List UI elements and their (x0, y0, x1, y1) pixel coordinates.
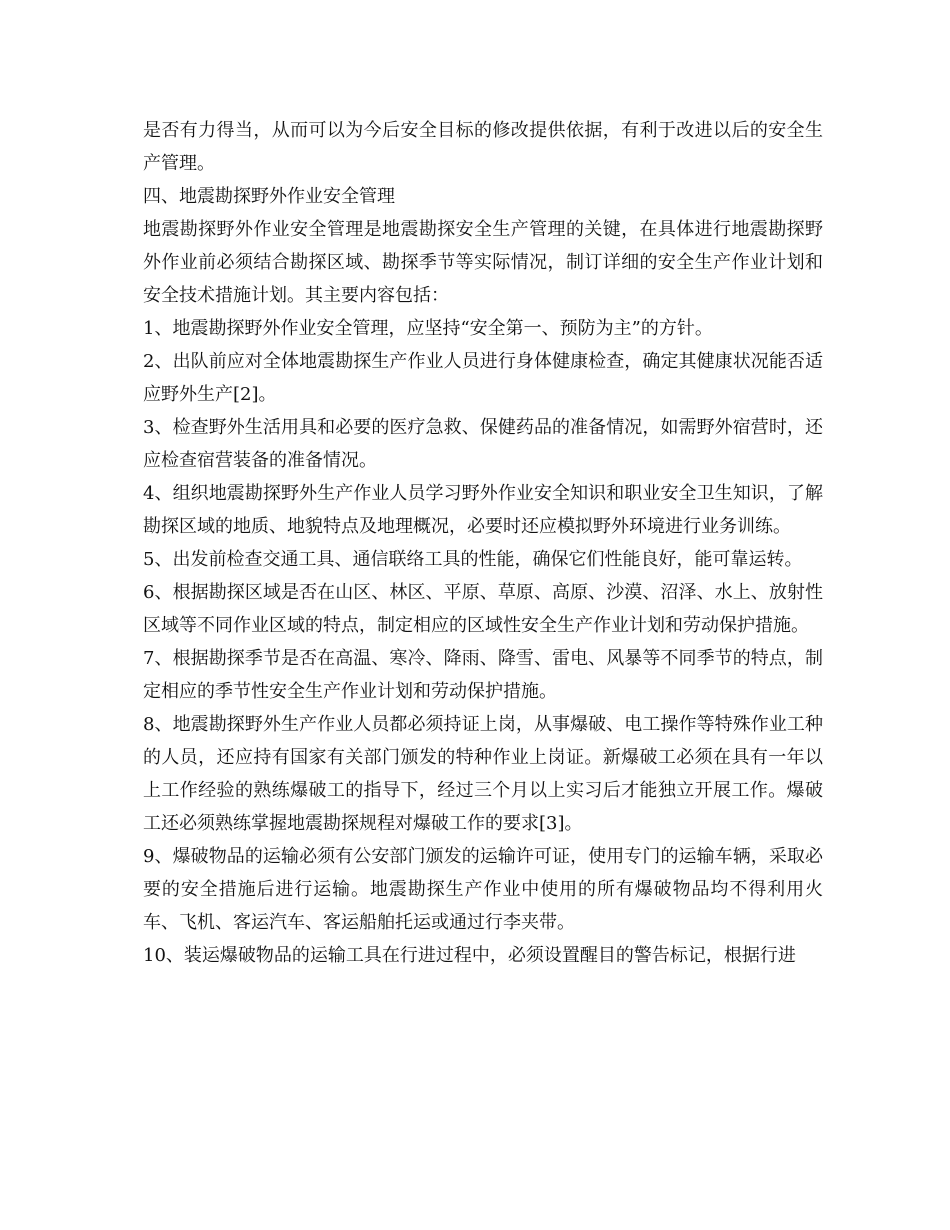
list-item-2: 2、出队前应对全体地震勘探生产作业人员进行身体健康检查，确定其健康状况能否适应野外生产[2]。 (143, 351, 823, 405)
list-item-6: 6、根据勘探区域是否在山区、林区、平原、草原、高原、沙漠、沼泽、水上、放射性区域等不同作业区域的特点，制定相应的区域性安全生产作业计划和劳动保护措施。 (143, 582, 823, 636)
list-item-10: 10、装运爆破物品的运输工具在行进过程中，必须设置醒目的警告标记，根据行进 (143, 945, 796, 966)
paragraph-intro: 地震勘探野外作业安全管理是地震勘探安全生产管理的关键，在具体进行地震勘探野外作业前必须结合勘探区域、勘探季节等实际情况，制订详细的安全生产作业计划和安全技术措施计划。其主要内容包括： (143, 219, 823, 306)
list-item-5: 5、出发前检查交通工具、通信联络工具的性能，确保它们性能良好，能可靠运转。 (143, 549, 803, 570)
list-item-1: 1、地震勘探野外作业安全管理，应坚持“安全第一、预防为主”的方针。 (143, 318, 713, 339)
list-item-8: 8、地震勘探野外生产作业人员都必须持证上岗，从事爆破、电工操作等特殊作业工种的人员，还应持有国家有关部门颁发的特种作业上岗证。新爆破工必须在具有一年以上工作经验的熟练爆破工的指导下，经过三个月以上实习后才能独立开展工作。爆破工还必须熟练掌握地震勘探规程对爆破工作的要求[3]。 (143, 714, 823, 834)
list-item-9: 9、爆破物品的运输必须有公安部门颁发的运输许可证，使用专门的运输车辆，采取必要的安全措施后进行运输。地震勘探生产作业中使用的所有爆破物品均不得利用火车、飞机、客运汽车、客运船舶托运或通过行李夹带。 (143, 846, 823, 933)
list-item-7: 7、根据勘探季节是否在高温、寒冷、降雨、降雪、雷电、风暴等不同季节的特点，制定相应的季节性安全生产作业计划和劳动保护措施。 (143, 648, 823, 702)
section-heading: 四、地震勘探野外作业安全管理 (143, 186, 395, 207)
document-body (143, 114, 823, 972)
paragraph-continuation: 是否有力得当，从而可以为今后安全目标的修改提供依据，有利于改进以后的安全生产管理。 (143, 120, 823, 174)
list-item-4: 4、组织地震勘探野外生产作业人员学习野外作业安全知识和职业安全卫生知识，了解勘探区域的地质、地貌特点及地理概况，必要时还应模拟野外环境进行业务训练。 (143, 483, 823, 537)
list-item-3: 3、检查野外生活用具和必要的医疗急救、保健药品的准备情况，如需野外宿营时，还应检查宿营装备的准备情况。 (143, 417, 823, 471)
